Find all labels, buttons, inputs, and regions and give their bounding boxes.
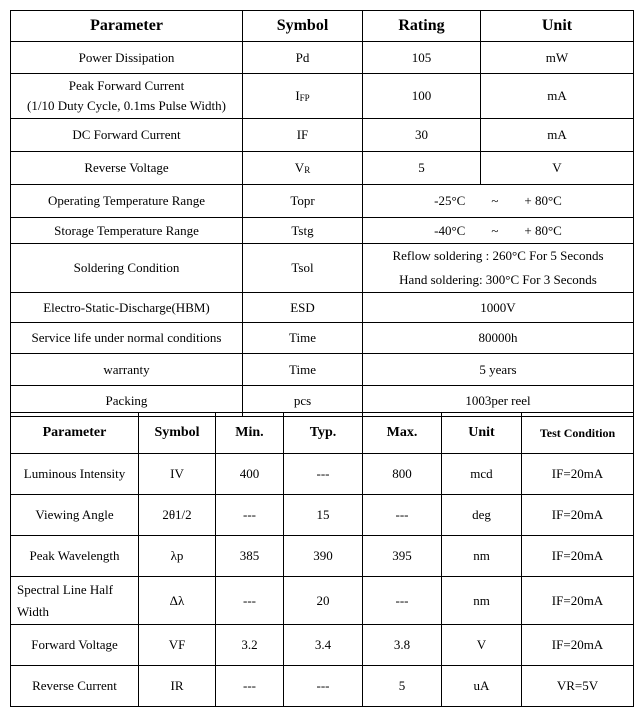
symbol-cell: IF — [243, 119, 363, 152]
typ-cell: 20 — [284, 577, 363, 625]
range-min: -40°C — [434, 222, 466, 238]
range-max: + 80°C — [524, 222, 562, 238]
table-row — [11, 536, 634, 577]
table-row — [11, 218, 634, 244]
typ-cell: 3.4 — [284, 625, 363, 666]
parameter-cell: Viewing Angle — [11, 495, 139, 536]
parameter-line-2: (1/10 Duty Cycle, 0.1ms Pulse Width) — [27, 98, 226, 113]
rating-cell: 5 — [363, 152, 481, 185]
symbol-cell: 2θ1/2 — [139, 495, 216, 536]
max-cell: 800 — [363, 454, 442, 495]
max-cell: --- — [363, 577, 442, 625]
min-cell: --- — [216, 666, 284, 707]
test-condition-cell: IF=20mA — [522, 577, 634, 625]
symbol-cell: IR — [139, 666, 216, 707]
unit-cell: mcd — [442, 454, 522, 495]
symbol-cell: Tsol — [243, 244, 363, 293]
hand-soldering-text: Hand soldering: 300°C For 3 Seconds — [399, 272, 597, 287]
rating-cell: 30 — [363, 119, 481, 152]
symbol-cell: Pd — [243, 42, 363, 74]
typ-cell: --- — [284, 666, 363, 707]
header-parameter: Parameter — [11, 11, 243, 42]
table-row — [11, 577, 634, 625]
unit-cell: nm — [442, 577, 522, 625]
table-row — [11, 495, 634, 536]
rating-cell: 100 — [363, 74, 481, 119]
test-condition-cell: IF=20mA — [522, 625, 634, 666]
symbol-cell: Δλ — [139, 577, 216, 625]
unit-cell: nm — [442, 536, 522, 577]
header-row — [11, 413, 634, 454]
symbol-cell: VF — [139, 625, 216, 666]
table-row — [11, 454, 634, 495]
range-separator: ~ — [491, 222, 499, 238]
symbol-cell: λp — [139, 536, 216, 577]
header-test-condition: Test Condition — [522, 413, 634, 454]
parameter-cell: Peak Wavelength — [11, 536, 139, 577]
value-cell: 5 years — [363, 354, 634, 386]
parameter-cell: Packing — [11, 386, 243, 417]
value-cell: 1003per reel — [363, 386, 634, 417]
table-row — [11, 152, 634, 185]
unit-cell: V — [442, 625, 522, 666]
table-row — [11, 119, 634, 152]
typ-cell: 390 — [284, 536, 363, 577]
parameter-cell: Service life under normal conditions — [11, 323, 243, 354]
range-min: -25°C — [434, 193, 466, 208]
unit-cell: uA — [442, 666, 522, 707]
table-row — [11, 185, 634, 218]
symbol-subscript: R — [304, 165, 311, 175]
test-condition-cell: IF=20mA — [522, 495, 634, 536]
typ-cell: 15 — [284, 495, 363, 536]
parameter-cell: Storage Temperature Range — [11, 218, 243, 244]
min-cell: 3.2 — [216, 625, 284, 666]
parameter-cell: Reverse Voltage — [11, 152, 243, 185]
max-cell: 395 — [363, 536, 442, 577]
parameter-cell: DC Forward Current — [11, 119, 243, 152]
header-unit: Unit — [442, 413, 522, 454]
header-row — [11, 11, 634, 42]
table-row — [11, 354, 634, 386]
range-max: + 80°C — [524, 193, 562, 208]
parameter-cell: Soldering Condition — [11, 244, 243, 293]
table-row — [11, 323, 634, 354]
soldering-cell — [363, 244, 634, 293]
table-row — [11, 42, 634, 74]
header-symbol: Symbol — [139, 413, 216, 454]
range-separator: ~ — [491, 193, 499, 208]
symbol-subscript: FP — [299, 93, 310, 103]
parameter-cell: Spectral Line Half Width — [11, 577, 139, 625]
parameter-cell: Electro-Static-Discharge(HBM) — [11, 293, 243, 323]
symbol-cell — [243, 152, 363, 185]
table-row — [11, 293, 634, 323]
symbol-cell: Topr — [243, 185, 363, 218]
test-condition-cell: IF=20mA — [522, 536, 634, 577]
max-cell: 5 — [363, 666, 442, 707]
test-condition-cell: IF=20mA — [522, 454, 634, 495]
range-cell — [363, 218, 634, 244]
min-cell: 400 — [216, 454, 284, 495]
header-typ: Typ. — [284, 413, 363, 454]
parameter-cell: warranty — [11, 354, 243, 386]
rating-cell: 105 — [363, 42, 481, 74]
unit-cell: mA — [481, 74, 634, 119]
value-cell: 1000V — [363, 293, 634, 323]
symbol-cell — [243, 74, 363, 119]
symbol-cell: Time — [243, 323, 363, 354]
absolute-ratings-table — [10, 10, 634, 417]
max-cell: --- — [363, 495, 442, 536]
min-cell: --- — [216, 495, 284, 536]
symbol-cell: pcs — [243, 386, 363, 417]
symbol-cell: IV — [139, 454, 216, 495]
unit-cell: mA — [481, 119, 634, 152]
header-min: Min. — [216, 413, 284, 454]
parameter-cell — [11, 74, 243, 119]
min-cell: --- — [216, 577, 284, 625]
symbol-cell: ESD — [243, 293, 363, 323]
value-cell: 80000h — [363, 323, 634, 354]
table-row — [11, 666, 634, 707]
parameter-cell: Operating Temperature Range — [11, 185, 243, 218]
symbol-main: I — [295, 88, 300, 103]
symbol-main: V — [294, 160, 305, 175]
table-row — [11, 625, 634, 666]
parameter-cell: Reverse Current — [11, 666, 139, 707]
header-unit: Unit — [481, 11, 634, 42]
min-cell: 385 — [216, 536, 284, 577]
unit-cell: mW — [481, 42, 634, 74]
test-condition-cell: VR=5V — [522, 666, 634, 707]
reflow-soldering-text: Reflow soldering : 260°C For 5 Seconds — [392, 248, 604, 263]
symbol-cell: Tstg — [243, 218, 363, 244]
parameter-cell: Luminous Intensity — [11, 454, 139, 495]
parameter-line-1: Peak Forward Current — [68, 78, 185, 93]
header-symbol: Symbol — [243, 11, 363, 42]
unit-cell: deg — [442, 495, 522, 536]
optical-characteristics-table — [10, 412, 634, 707]
typ-cell: --- — [284, 454, 363, 495]
max-cell: 3.8 — [363, 625, 442, 666]
parameter-cell: Power Dissipation — [11, 42, 243, 74]
unit-cell: V — [481, 152, 634, 185]
symbol-cell: Time — [243, 354, 363, 386]
parameter-cell: Forward Voltage — [11, 625, 139, 666]
table-row — [11, 74, 634, 119]
range-cell — [363, 185, 634, 218]
table-row — [11, 244, 634, 293]
header-rating: Rating — [363, 11, 481, 42]
header-parameter: Parameter — [11, 413, 139, 454]
header-max: Max. — [363, 413, 442, 454]
